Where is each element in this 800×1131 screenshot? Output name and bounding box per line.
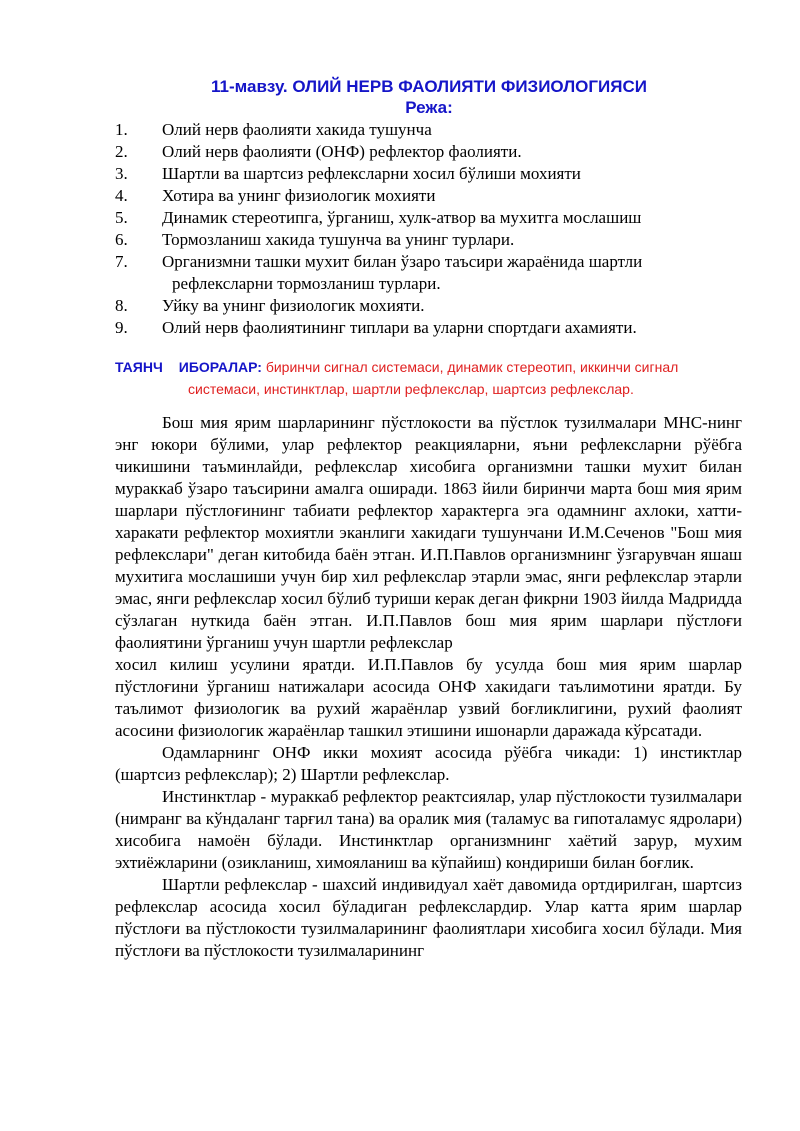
plan-item-text-continued: рефлексларни тормозланиш турлари.	[172, 274, 441, 293]
plan-item	[115, 207, 755, 229]
plan-item-number: 1.	[115, 120, 128, 139]
plan-item-number: 2.	[115, 142, 128, 161]
plan-item-text: Олий нерв фаолиятининг типлари ва уларни спортдаги ахамияти.	[162, 318, 637, 337]
plan-item-number: 5.	[115, 208, 128, 227]
key-terms	[115, 356, 755, 400]
plan-item-text: Организмни ташки мухит билан ўзаро таъсири жараёнида шартли	[162, 252, 643, 271]
plan-item-text: Шартли ва шартсиз рефлексларни хосил бўлиши мохияти	[162, 164, 581, 183]
plan-item-text: Уйку ва унинг физиологик мохияти.	[162, 296, 425, 315]
plan-title: Режа:	[405, 98, 453, 117]
key-terms-list-continued: системаси, инстинктлар, шартли рефлекслар, шартсиз рефлекслар.	[188, 381, 634, 397]
paragraph: Бош мия ярим шарларининг пўстлокости ва пўстлок тузилмалари МНС-нинг энг юкори бўлими, улар рефлектор реакцияларни, яъни рефлексларни рўёбга чикишини таъминлайди, рефлекслар хисобига организмни ташки мухит билан мураккаб ўзаро таъсирини амалга оширади. 1863 йили биринчи марта бош мия ярим шарлари пўстлоғининг табиати рефлектор характерга эга одамнинг ахлоки, хатти-харакати рефлектор мохиятли эканлиги хакидаги тушунчани И.М.Сеченов "Бош мия рефлекслари" деган китобида баён этган. И.П.Павлов организмнинг ўзгарувчан яшаш мухитига мослашиши учун бир хил рефлекслар этарли эмас, янги рефлекслар этарли эмас, янги рефлекслар хосил бўлиб туриши керак деган фикрни 1903 йилда Мадридда сўзлаган нуткида баён этган. И.П.Павлов бош мия ярим шарлари пўстлоғи фаолиятини ўрганиш учун шартли рефлекслар	[115, 413, 742, 652]
topic-heading: 11-мавзу. ОЛИЙ НЕРВ ФАОЛИЯТИ ФИЗИОЛОГИЯСИ	[211, 77, 647, 96]
paragraph: Инстинктлар - мураккаб рефлектор реактсиялар, улар пўстлокости тузилмалари (нимранг ва кўндаланг тарғил тана) ва оралик мия (таламус ва гипоталамус ядролари) хисобига намоён бўлади. Инстинктлар организмнинг хаётий зарур, мухим эхтиёжларини (озикланиш, химояланиш ва кўпайиш) кондириши билан боғлик.	[115, 787, 742, 872]
plan-item-text: Олий нерв фаолияти (ОНФ) рефлектор фаолияти.	[162, 142, 522, 161]
paragraph: Шартли рефлекслар - шахсий индивидуал хаёт давомида ортдирилган, шартсиз рефлекслар асосида хосил бўладиган рефлекслардир. Улар катта ярим шарлар пўстлоғи ва пўстлокости тузилмаларининг фаолиятлари хисобига хосил бўлади. Мия пўстлоғи ва пўстлокости тузилмаларининг	[115, 875, 742, 960]
plan-item-text: Хотира ва унинг физиологик мохияти	[162, 186, 436, 205]
plan-item-text: Динамик стереотипга, ўрганиш, хулк-атвор ва мухитга мослашиш	[162, 208, 642, 227]
plan-item	[115, 185, 755, 207]
paragraph: хосил килиш усулини яратди. И.П.Павлов бу усулда бош мия ярим шарлар пўстлоғини ўрганиш натижалари асосида ОНФ хакидаги таълимотини яратди. Бу таълимот физиологик ва рухий жараёнлар узвий боғликлигини, рухий фаолият асосини физиологик жараёнлар ташкил этишини ишонарли даражада кўрсатади.	[115, 655, 742, 740]
plan-item-text: Тормозланиш хакида тушунча ва унинг турлари.	[162, 230, 515, 249]
plan-item-text: Олий нерв фаолияти хакида тушунча	[162, 120, 432, 139]
plan-item-number: 3.	[115, 164, 128, 183]
body-text	[115, 412, 742, 962]
plan-item	[115, 251, 755, 295]
key-terms-label: ТАЯНЧ	[115, 359, 163, 375]
paragraph: Одамларнинг ОНФ икки мохият асосида рўёбга чикади: 1) инстиктлар (шартсиз рефлекслар); 2) Шартли рефлекслар.	[115, 743, 742, 784]
key-terms-list: биринчи сигнал системаси, динамик стереотип, иккинчи сигнал	[265, 359, 679, 375]
plan-item-number: 6.	[115, 230, 128, 249]
plan-item	[115, 119, 755, 141]
key-terms-label-2: ИБОРАЛАР:	[178, 359, 262, 375]
plan-item-number: 9.	[115, 318, 128, 337]
plan-item-number: 8.	[115, 296, 128, 315]
plan-item-text-wrapper	[162, 251, 755, 295]
plan-item-number: 4.	[115, 186, 128, 205]
plan-item	[115, 295, 755, 317]
plan-item	[115, 317, 755, 339]
plan-item	[115, 229, 755, 251]
plan-item	[115, 141, 755, 163]
plan-list	[115, 119, 755, 339]
plan-item	[115, 163, 755, 185]
plan-item-number: 7.	[115, 252, 128, 271]
